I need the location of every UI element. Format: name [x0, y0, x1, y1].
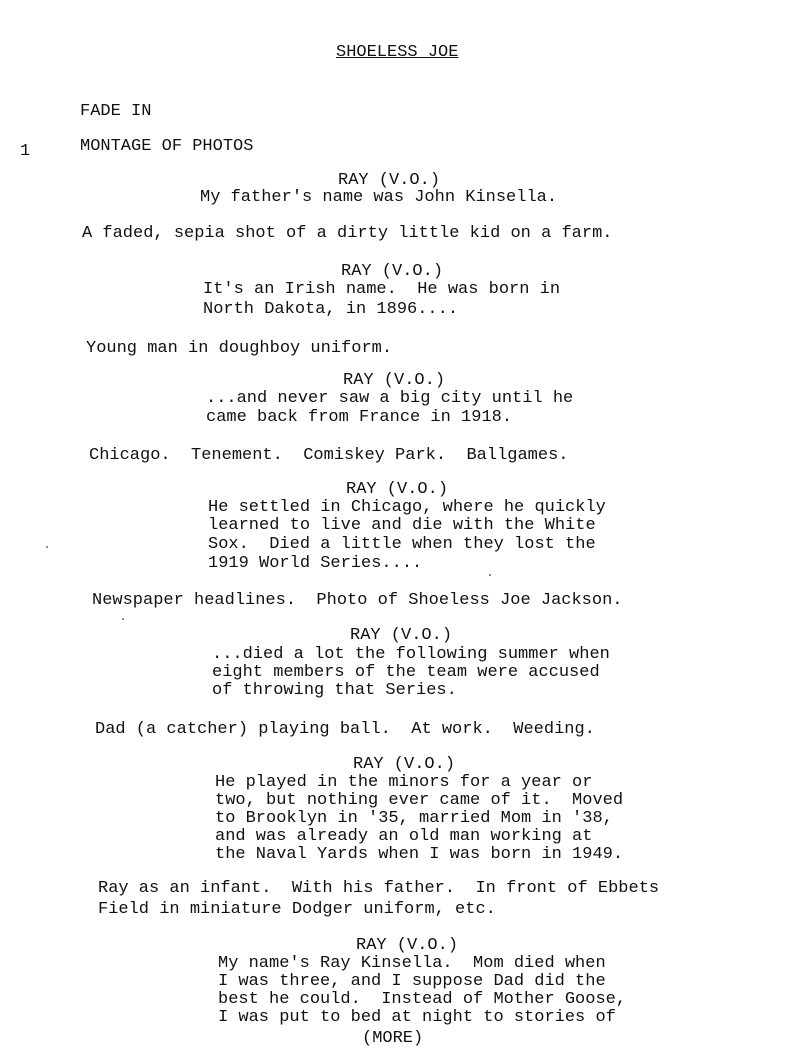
dialogue-line: He played in the minors for a year or	[215, 773, 593, 792]
action-line: A faded, sepia shot of a dirty little kid on a farm.	[82, 224, 613, 243]
dialogue-line: 1919 World Series....	[208, 554, 423, 573]
character-cue: RAY (V.O.)	[341, 262, 444, 281]
scan-speck	[122, 618, 124, 620]
action-line: Young man in doughboy uniform.	[86, 339, 393, 358]
action-line: Ray as an infant. With his father. In front of Ebbets	[98, 879, 660, 898]
character-cue: RAY (V.O.)	[353, 755, 456, 774]
dialogue-line: the Naval Yards when I was born in 1949.	[215, 845, 624, 864]
dialogue-line: It's an Irish name. He was born in	[203, 280, 561, 299]
dialogue-line: He settled in Chicago, where he quickly	[208, 498, 606, 517]
action-line: Dad (a catcher) playing ball. At work. Weeding.	[95, 720, 595, 739]
action-line: Field in miniature Dodger uniform, etc.	[98, 900, 496, 919]
dialogue-line: of throwing that Series.	[212, 681, 457, 700]
scene-number: 1	[20, 142, 31, 161]
dialogue-line: My name's Ray Kinsella. Mom died when	[218, 954, 606, 973]
scan-speck	[489, 574, 491, 576]
dialogue-line: two, but nothing ever came of it. Moved	[215, 791, 624, 810]
dialogue-line: ...and never saw a big city until he	[206, 389, 574, 408]
dialogue-line: eight members of the team were accused	[212, 663, 600, 682]
page-title: SHOELESS JOE	[336, 43, 459, 62]
dialogue-line: to Brooklyn in '35, married Mom in '38,	[215, 809, 613, 828]
scan-speck	[46, 546, 48, 548]
character-cue: RAY (V.O.)	[343, 371, 446, 390]
action-line: Chicago. Tenement. Comiskey Park. Ballgames.	[89, 446, 569, 465]
dialogue-line: I was three, and I suppose Dad did the	[218, 972, 606, 991]
dialogue-line: North Dakota, in 1896....	[203, 300, 459, 319]
dialogue-line: ...died a lot the following summer when	[212, 645, 610, 664]
dialogue-line: Sox. Died a little when they lost the	[208, 535, 596, 554]
fade-in: FADE IN	[80, 102, 152, 121]
dialogue-line: My father's name was John Kinsella.	[200, 188, 558, 207]
character-cue: RAY (V.O.)	[338, 171, 441, 190]
character-cue: RAY (V.O.)	[356, 936, 459, 955]
character-cue: RAY (V.O.)	[350, 626, 453, 645]
dialogue-line: best he could. Instead of Mother Goose,	[218, 990, 627, 1009]
dialogue-line: and was already an old man working at	[215, 827, 593, 846]
more-marker: (MORE)	[362, 1029, 424, 1048]
scene-heading: MONTAGE OF PHOTOS	[80, 137, 254, 156]
dialogue-line: learned to live and die with the White	[208, 516, 596, 535]
action-line: Newspaper headlines. Photo of Shoeless Joe Jackson.	[92, 591, 623, 610]
dialogue-line: I was put to bed at night to stories of	[218, 1008, 616, 1027]
character-cue: RAY (V.O.)	[346, 480, 449, 499]
dialogue-line: came back from France in 1918.	[206, 408, 513, 427]
